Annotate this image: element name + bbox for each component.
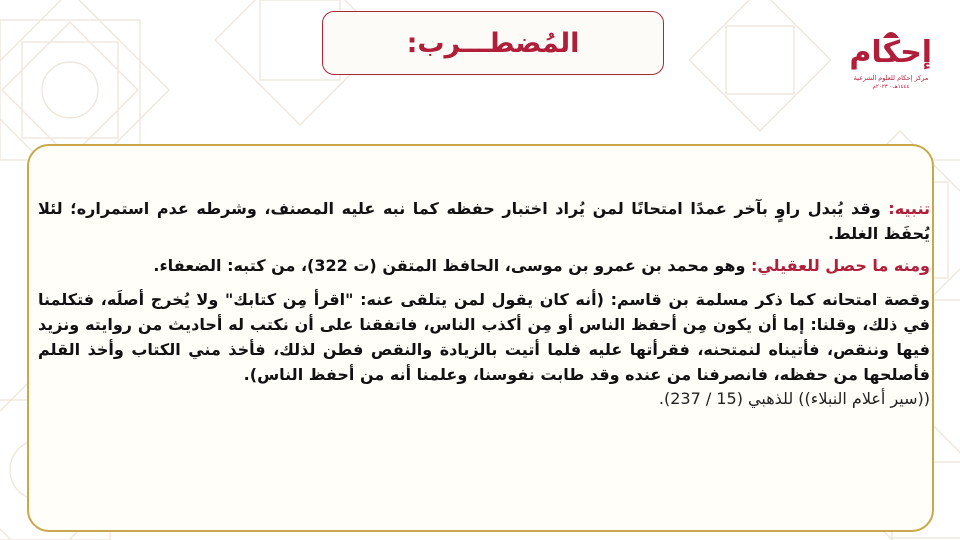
title-box bbox=[322, 11, 664, 75]
note-label: تنبيه: bbox=[888, 199, 930, 218]
source-citation: ((سير أعلام النبلاء)) للذهبي (15 / 237). bbox=[658, 389, 930, 408]
page-title: المُضطـــرب: bbox=[406, 27, 580, 59]
example-text: وهو محمد بن عمرو بن موسى، الحافظ المتقن (ت 322)، من كتبه: الضعفاء. bbox=[153, 256, 751, 275]
example-label: ومنه ما حصل للعقيلي: bbox=[750, 256, 930, 275]
logo bbox=[850, 28, 932, 100]
note-paragraph bbox=[38, 196, 930, 246]
content-body bbox=[38, 196, 930, 411]
logo-subtitle: مركز إحكام للعلوم الشرعية bbox=[853, 74, 929, 82]
logo-name: إحكام bbox=[849, 35, 932, 70]
story-paragraph: وقصة امتحانه كما ذكر مسلمة بن قاسم: (أنه كان يقول لمن يتلقى عنه: "اقرأ مِن كتابك" ولا يُخرج أصلَه، فتكلمنا في ذلك، وقلنا: إما أن يكون مِن أحفظ الناس أو مِن أكذب الناس، فاتفقنا على أن نكتب له أحاديث من روايته ونزيد فيها وننقص، فأتيناه لنمتحنه، فقرأتها عليه فلما أتيت بالزيادة والنقص فطن لذلك، فأخذ مني الكتاب وأخذ القلم فأصلحها من حفظه، فانصرفنا من عنده وقد طابت نفوسنا، وعلمنا أنه من أحفظ الناس). bbox=[38, 290, 930, 384]
logo-dates: ١٤٤٤هـ - ٢٠٢٣م bbox=[872, 84, 910, 90]
example-paragraph bbox=[38, 253, 930, 278]
note-text: وقد يُبدل راوٍ بآخر عمدًا امتحانًا لمن يُراد اختبار حفظه كما نبه عليه المصنف، وشرطه عدم استمراره؛ لئلا يُحفَظ الغلط. bbox=[38, 199, 930, 243]
